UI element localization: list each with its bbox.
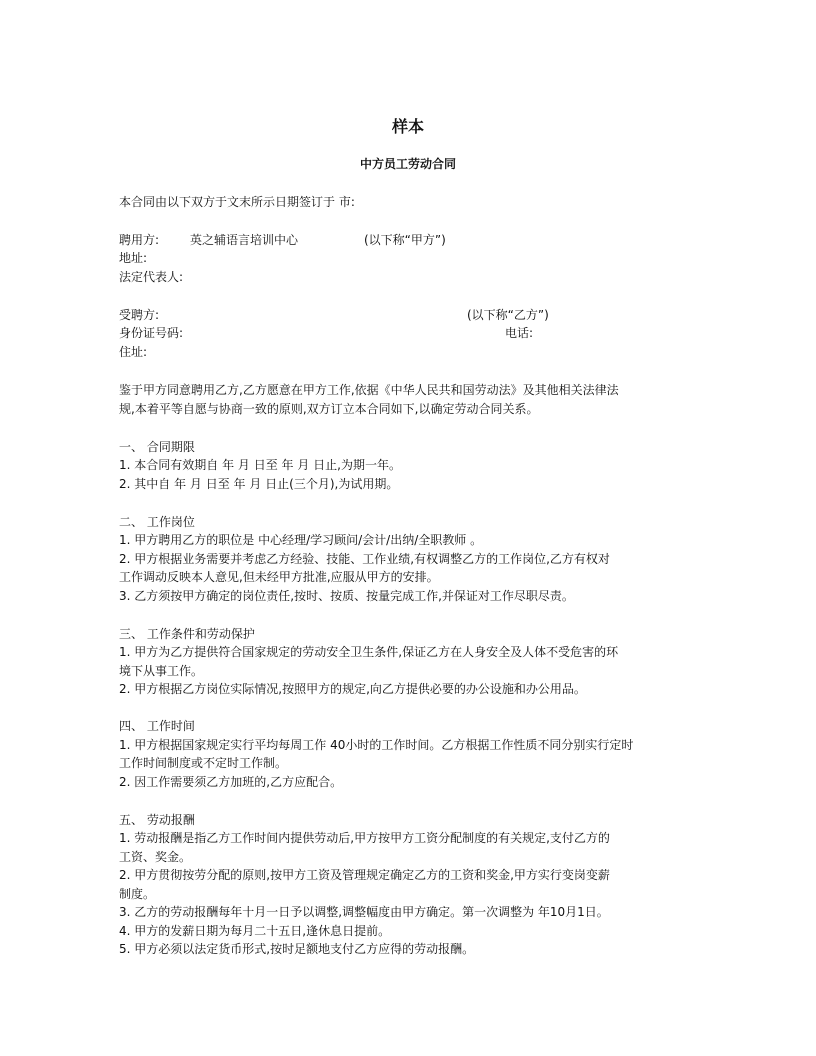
employee-id-label: 身份证号码: [119, 326, 184, 340]
employer-label: 聘用方: [119, 233, 160, 247]
document-subtitle: 中方员工劳动合同 [359, 157, 456, 171]
employee-address-label: 住址: [119, 345, 148, 359]
employer-address-label: 地址: [119, 251, 148, 265]
section-line: 3. 乙方须按甲方确定的岗位责任,按时、按质、按量完成工作,并保证对工作尽职尽责。 [119, 589, 574, 603]
section-line: 2. 因工作需要须乙方加班的,乙方应配合。 [119, 775, 343, 789]
preamble-line: 鉴于甲方同意聘用乙方,乙方愿意在甲方工作,依据《中华人民共和国劳动法》及其他相关法律法 [119, 383, 619, 397]
section-line: 4. 甲方的发薪日期为每月二十五日,逢休息日提前。 [119, 924, 391, 938]
section-line: 2. 甲方根据业务需要并考虑乙方经验、技能、工作业绩,有权调整乙方的工作岗位,乙方有权对 [119, 552, 610, 566]
section-line: 3. 乙方的劳动报酬每年十月一日予以调整,调整幅度由甲方确定。第一次调整为 年10月1日。 [119, 905, 609, 919]
section-line: 工作调动反映本人意见,但未经甲方批准,应服从甲方的安排。 [119, 570, 439, 584]
preamble-line: 规,本着平等自愿与协商一致的原则,双方订立本合同如下,以确定劳动合同关系。 [119, 402, 539, 416]
section-line: 制度。 [119, 887, 156, 901]
section-line: 工资、奖金。 [119, 850, 192, 864]
section-line: 境下从事工作。 [119, 664, 204, 678]
employer-name: 英之辅语言培训中心 [190, 233, 299, 247]
section-heading: 二、 工作岗位 [119, 515, 195, 529]
employee-alias: (以下称“乙方”) [467, 308, 549, 322]
intro-line: 本合同由以下双方于文末所示日期签订于 市: [119, 195, 355, 209]
section-line: 2. 甲方根据乙方岗位实际情况,按照甲方的规定,向乙方提供必要的办公设施和办公用品。 [119, 682, 586, 696]
section-line: 5. 甲方必须以法定货币形式,按时足额地支付乙方应得的劳动报酬。 [119, 942, 475, 956]
section-heading: 四、 工作时间 [119, 719, 195, 733]
section-line: 1. 本合同有效期自 年 月 日至 年 月 日止,为期一年。 [119, 458, 401, 472]
section-line: 2. 甲方贯彻按劳分配的原则,按甲方工资及管理规定确定乙方的工资和奖金,甲方实行变岗变薪 [119, 868, 610, 882]
employee-label: 受聘方: [119, 308, 160, 322]
section-line: 1. 甲方聘用乙方的职位是 中心经理/学习顾问/会计/出纳/全职教师 。 [119, 533, 483, 547]
employee-phone-label: 电话: [505, 326, 534, 340]
employer-alias: (以下称“甲方”) [364, 233, 446, 247]
document-title: 样本 [391, 117, 424, 136]
section-heading: 一、 合同期限 [119, 440, 195, 454]
section-line: 工作时间制度或不定时工作制。 [119, 756, 288, 770]
section-heading: 三、 工作条件和劳动保护 [119, 627, 255, 641]
section-line: 1. 甲方根据国家规定实行平均每周工作 40小时的工作时间。乙方根据工作性质不同分别实行定时 [119, 738, 634, 752]
section-heading: 五、 劳动报酬 [119, 813, 195, 827]
section-line: 1. 劳动报酬是指乙方工作时间内提供劳动后,甲方按甲方工资分配制度的有关规定,支付乙方的 [119, 831, 610, 845]
section-line: 1. 甲方为乙方提供符合国家规定的劳动安全卫生条件,保证乙方在人身安全及人体不受危害的环 [119, 645, 619, 659]
employer-rep-label: 法定代表人: [119, 270, 184, 284]
section-line: 2. 其中自 年 月 日至 年 月 日止(三个月),为试用期。 [119, 477, 399, 491]
